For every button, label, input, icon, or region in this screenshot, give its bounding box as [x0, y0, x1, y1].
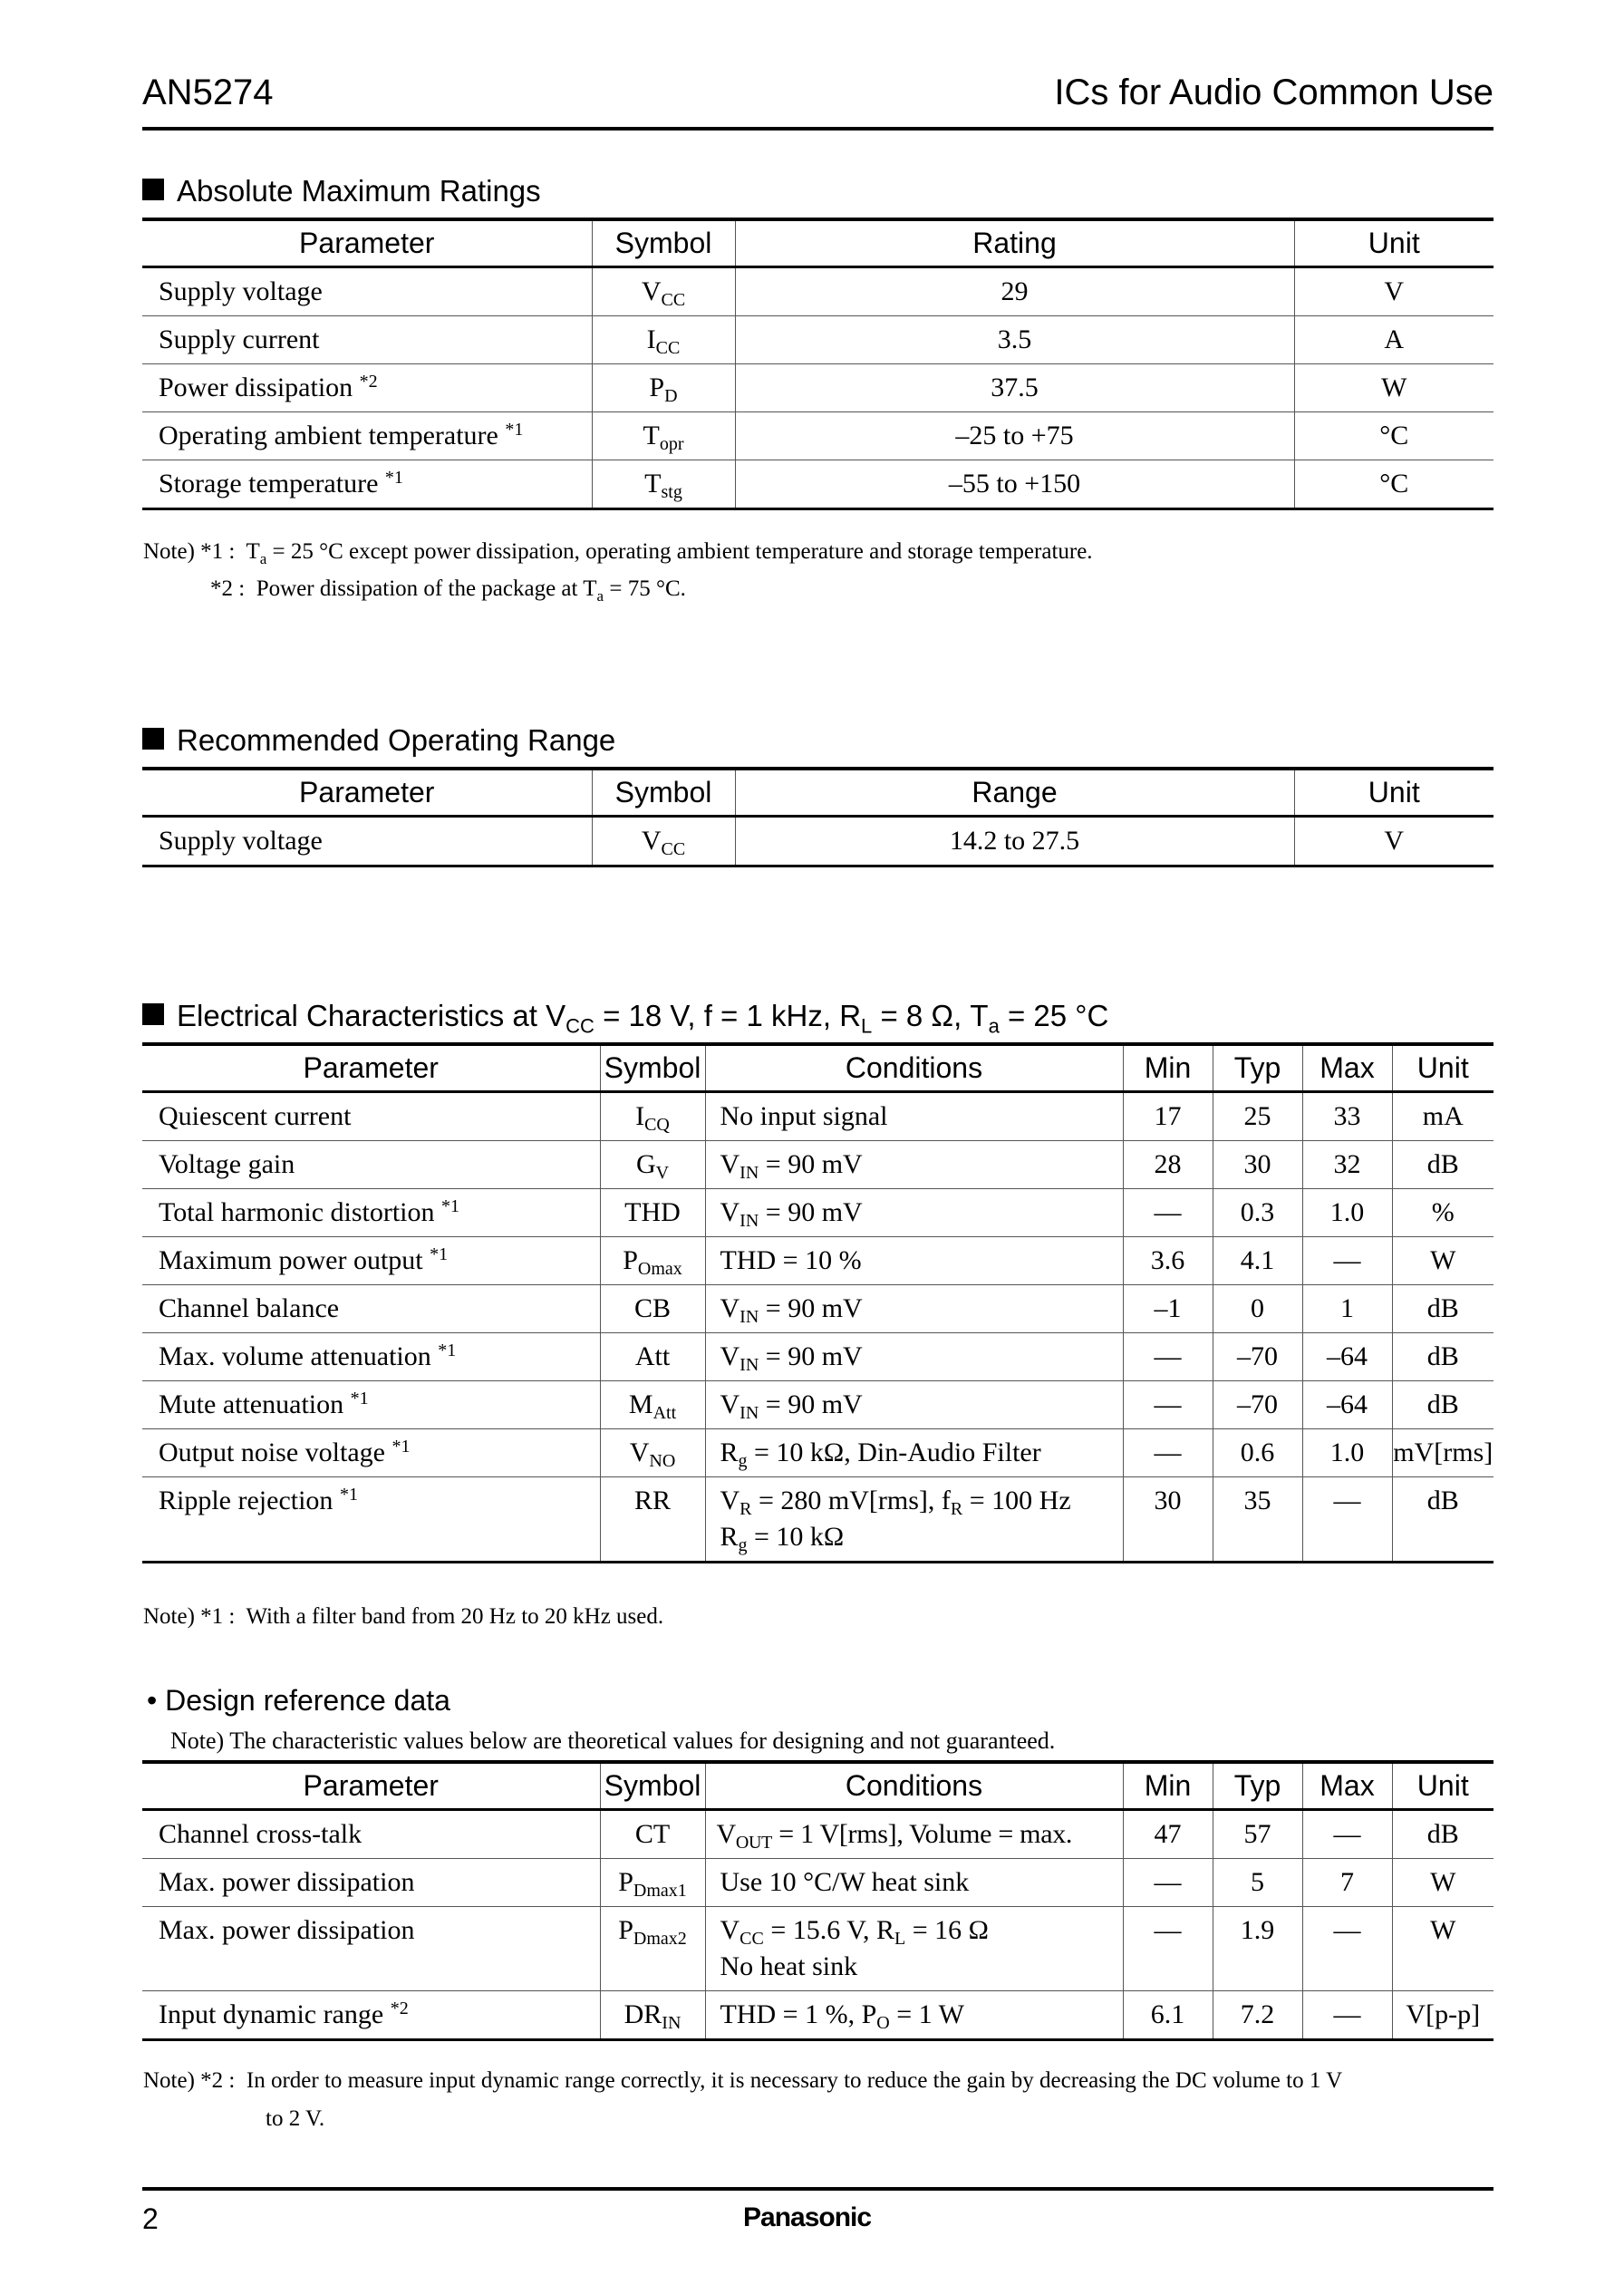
section-bullet-icon [142, 179, 164, 200]
col-header: Range [735, 769, 1294, 817]
table-row: Max. volume attenuation $^{*1}$ Att $V_{IN} = 90$ mV — –70 –64 dB [142, 1333, 1494, 1381]
section-bullet-icon [142, 1003, 164, 1025]
col-header: Min [1123, 1044, 1213, 1092]
abs-max-note-1: Note) *1 : $T_a = 25$ °C except power dissipation, operating ambient temperature and storage temperature. [143, 539, 1093, 567]
table-header-row [142, 769, 1494, 817]
design-ref-table [142, 1760, 1494, 2041]
table-row: Operating ambient temperature $^{*1}$ $T_{opr}$ –25 to +75 °C [142, 412, 1494, 460]
elec-note: Note) *1 : With a filter band from 20 Hz to 20 kHz used. [143, 1604, 664, 1629]
col-header: Unit [1294, 769, 1494, 817]
col-header: Unit [1392, 1044, 1494, 1092]
table-row: Supply current $I_{CC}$ 3.5 A [142, 316, 1494, 364]
table-row: Mute attenuation $^{*1}$ $M_{Att}$ $V_{IN} = 90$ mV — –70 –64 dB [142, 1381, 1494, 1429]
design-ref-note: Note) *2 : In order to measure input dynamic range correctly, it is necessary to reduce the gain by decreasing the DC volume to 1 V [143, 2068, 1343, 2093]
table-row: Total harmonic distortion $^{*1}$ THD $V_{IN} = 90$ mV — 0.3 1.0 % [142, 1189, 1494, 1237]
col-header: Unit [1294, 219, 1494, 267]
col-header: Max [1302, 1044, 1392, 1092]
design-ref-title: • Design reference data [147, 1684, 450, 1717]
col-header: Parameter [142, 1044, 600, 1092]
col-header: Rating [735, 219, 1294, 267]
table-header-row [142, 1762, 1494, 1810]
col-header: Symbol [600, 1762, 705, 1810]
table-row: Storage temperature $^{*1}$ $T_{stg}$ –55 to +150 °C [142, 460, 1494, 509]
table-row: Output noise voltage $^{*1}$ $V_{NO}$ $R_g = 10$ kΩ, Din-Audio Filter — 0.6 1.0 mV[rms] [142, 1429, 1494, 1477]
table-header-row [142, 1044, 1494, 1092]
col-header: Parameter [142, 769, 592, 817]
table-row: Supply voltage $V_{CC}$ 14.2 to 27.5 V [142, 817, 1494, 866]
col-header: Symbol [600, 1044, 705, 1092]
table-row: Channel balance CB $V_{IN} = 90$ mV –1 0 1 dB [142, 1285, 1494, 1333]
part-number: AN5274 [142, 73, 274, 112]
col-header: Conditions [705, 1044, 1123, 1092]
document-category: ICs for Audio Common Use [1054, 73, 1494, 112]
table-row: Maximum power output $^{*1}$ $P_{Omax}$ THD = 10 % 3.6 4.1 — W [142, 1237, 1494, 1285]
col-header: Min [1123, 1762, 1213, 1810]
col-header: Parameter [142, 1762, 600, 1810]
page-number: 2 [142, 2202, 159, 2235]
table-row: Ripple rejection $^{*1}$ RR $V_R = 280$ mV[rms], $f_R = 100$ Hz $R_g = 10$ kΩ 30 35 — dB [142, 1477, 1494, 1563]
abs-max-note-2: *2 : Power dissipation of the package at $T_a = 75$ °C. [210, 576, 686, 605]
table-row: Input dynamic range $^{*2}$ $DR_{IN}$ THD = 1 %, $P_O = 1$ W 6.1 7.2 — V[p-p] [142, 1991, 1494, 2040]
abs-max-table [142, 218, 1494, 510]
elec-char-title: Electrical Characteristics at $V_{CC} = 18$ V, f = 1 kHz, $R_L = 8$ Ω, $T_a = 25$ °C [142, 999, 1108, 1039]
table-row: Max. power dissipation $P_{Dmax1}$ Use 10 °C/W heat sink — 5 7 W [142, 1859, 1494, 1907]
rec-range-table [142, 767, 1494, 867]
section-bullet-icon [142, 728, 164, 750]
table-row: Max. power dissipation $P_{Dmax2}$ $V_{CC} = 15.6$ V, $R_L = 16$ Ω No heat sink — 1.9 — W [142, 1907, 1494, 1991]
table-row: Power dissipation $^{*2}$ $P_D$ 37.5 W [142, 364, 1494, 412]
design-ref-note-cont: to 2 V. [266, 2106, 325, 2131]
col-header: Typ [1213, 1762, 1302, 1810]
table-row: Channel cross-talk CT $V_{OUT} = 1$ V[rms], Volume = max. 47 57 — dB [142, 1810, 1494, 1859]
col-header: Typ [1213, 1044, 1302, 1092]
col-header: Max [1302, 1762, 1392, 1810]
table-row: Voltage gain $G_V$ $V_{IN} = 90$ mV 28 30 32 dB [142, 1141, 1494, 1189]
design-ref-disclaimer: Note) The characteristic values below are theoretical values for designing and not guaranteed. [170, 1728, 1056, 1754]
col-header: Symbol [592, 769, 735, 817]
table-row: Supply voltage $V_{CC}$ 29 V [142, 267, 1494, 316]
table-header-row [142, 219, 1494, 267]
col-header: Conditions [705, 1762, 1123, 1810]
header-rule [142, 127, 1494, 131]
table-row: Quiescent current $I_{CQ}$ No input signal 17 25 33 mA [142, 1092, 1494, 1141]
col-header: Symbol [592, 219, 735, 267]
col-header: Unit [1392, 1762, 1494, 1810]
elec-char-table [142, 1042, 1494, 1563]
col-header: Parameter [142, 219, 592, 267]
rec-range-title: Recommended Operating Range [142, 723, 615, 758]
abs-max-title: Absolute Maximum Ratings [142, 174, 541, 208]
footer-rule [142, 2187, 1494, 2191]
brand-logo: Panasonic [743, 2202, 872, 2232]
